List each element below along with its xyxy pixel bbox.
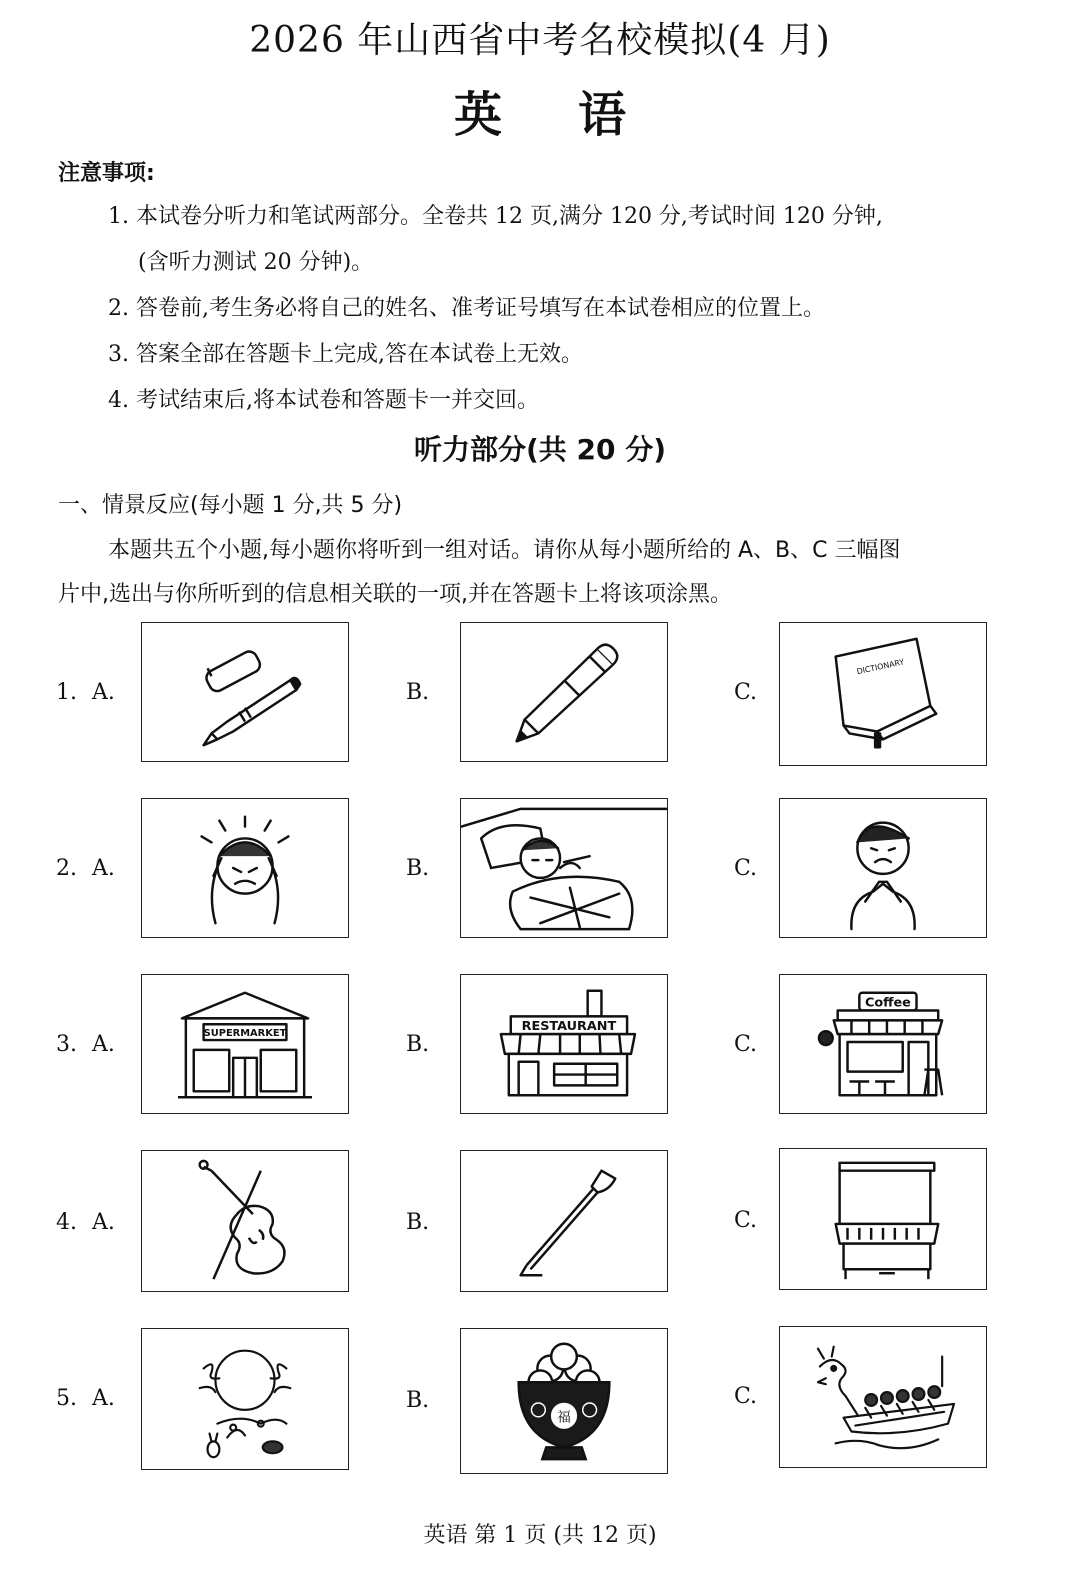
subject-title <box>0 76 1080 145</box>
option-picture-2a[interactable] <box>141 798 349 938</box>
part-heading: 一、情景反应(每小题 1 分,共 5 分) <box>58 493 403 518</box>
option-label-b: B. <box>406 1388 430 1413</box>
question-number: 5. <box>56 1386 77 1411</box>
sore-throat-boy-icon <box>780 799 986 937</box>
coffee-shop-icon <box>780 975 986 1113</box>
option-label-c: C. <box>734 1032 758 1057</box>
page-footer: 英语 第 1 页 (共 12 页) <box>423 1523 657 1548</box>
question-number: 2. <box>56 856 77 881</box>
option-picture-1b[interactable] <box>460 622 668 762</box>
option-picture-5a[interactable] <box>141 1328 349 1470</box>
sick-in-bed-boy-icon <box>461 799 667 937</box>
option-picture-4b[interactable] <box>460 1150 668 1292</box>
instruction-line: 片中,选出与你所听到的信息相关联的一项,并在答题卡上将该项涂黑。 <box>58 582 732 607</box>
option-picture-4c[interactable] <box>779 1148 987 1290</box>
subject-char-2: 语 <box>578 87 627 143</box>
headache-boy-icon <box>142 799 348 937</box>
option-label-b: B. <box>406 680 430 705</box>
option-picture-1a[interactable] <box>141 622 349 762</box>
fu-character: 福 <box>557 1409 571 1426</box>
notes-heading: 注意事项: <box>58 161 155 186</box>
option-picture-5c[interactable] <box>779 1326 987 1468</box>
dragon-boat-icon <box>780 1327 986 1467</box>
note-item: 4. 考试结束后,将本试卷和答题卡一并交回。 <box>108 388 539 413</box>
option-picture-1c[interactable] <box>779 622 987 766</box>
option-picture-4a[interactable] <box>141 1150 349 1292</box>
book-title-text: DICTIONARY <box>855 657 906 677</box>
restaurant-icon <box>461 975 667 1113</box>
supermarket-icon <box>142 975 348 1113</box>
mid-autumn-moon-icon <box>142 1329 348 1469</box>
listening-section-title: 听力部分(共 20 分) <box>413 433 667 466</box>
trumpet-icon <box>461 1151 667 1291</box>
supermarket-sign-text: SUPERMARKET <box>203 1028 287 1040</box>
piano-icon <box>780 1149 986 1289</box>
fountain-pen-icon <box>142 623 348 761</box>
option-label-c: C. <box>734 1208 758 1233</box>
note-item: 3. 答案全部在答题卡上完成,答在本试卷上无效。 <box>108 342 583 367</box>
option-picture-2b[interactable] <box>460 798 668 938</box>
option-label-a: A. <box>92 1210 115 1235</box>
question-number: 4. <box>56 1210 77 1235</box>
question-number: 3. <box>56 1032 77 1057</box>
option-label-b: B. <box>406 1210 430 1235</box>
restaurant-sign-text: RESTAURANT <box>521 1019 617 1035</box>
option-label-a: A. <box>92 856 115 881</box>
exam-title: 2026 年山西省中考名校模拟(4 月) <box>249 20 831 61</box>
option-label-c: C. <box>734 680 758 705</box>
tangyuan-bowl-icon <box>461 1329 667 1473</box>
option-label-b: B. <box>406 1032 430 1057</box>
pencil-icon <box>461 623 667 761</box>
option-picture-3a[interactable] <box>141 974 349 1114</box>
instruction-line: 本题共五个小题,每小题你将听到一组对话。请你从每小题所给的 A、B、C 三幅图 <box>108 538 901 563</box>
question-number: 1. <box>56 680 77 705</box>
option-label-a: A. <box>92 680 115 705</box>
note-item: 2. 答卷前,考生务必将自己的姓名、准考证号填写在本试卷相应的位置上。 <box>108 296 825 321</box>
option-label-a: A. <box>92 1386 115 1411</box>
option-label-b: B. <box>406 856 430 881</box>
option-picture-3b[interactable] <box>460 974 668 1114</box>
option-picture-2c[interactable] <box>779 798 987 938</box>
option-label-c: C. <box>734 1384 758 1409</box>
subject-char-1: 英 <box>453 87 502 143</box>
note-item: (含听力测试 20 分钟)。 <box>138 250 374 275</box>
coffee-sign-text: Coffee <box>864 995 911 1011</box>
option-label-c: C. <box>734 856 758 881</box>
option-picture-5b[interactable] <box>460 1328 668 1474</box>
note-item: 1. 本试卷分听力和笔试两部分。全卷共 12 页,满分 120 分,考试时间 120 分钟, <box>108 204 883 229</box>
option-label-a: A. <box>92 1032 115 1057</box>
violin-icon <box>142 1151 348 1291</box>
option-picture-3c[interactable] <box>779 974 987 1114</box>
dictionary-book-icon <box>780 623 986 765</box>
